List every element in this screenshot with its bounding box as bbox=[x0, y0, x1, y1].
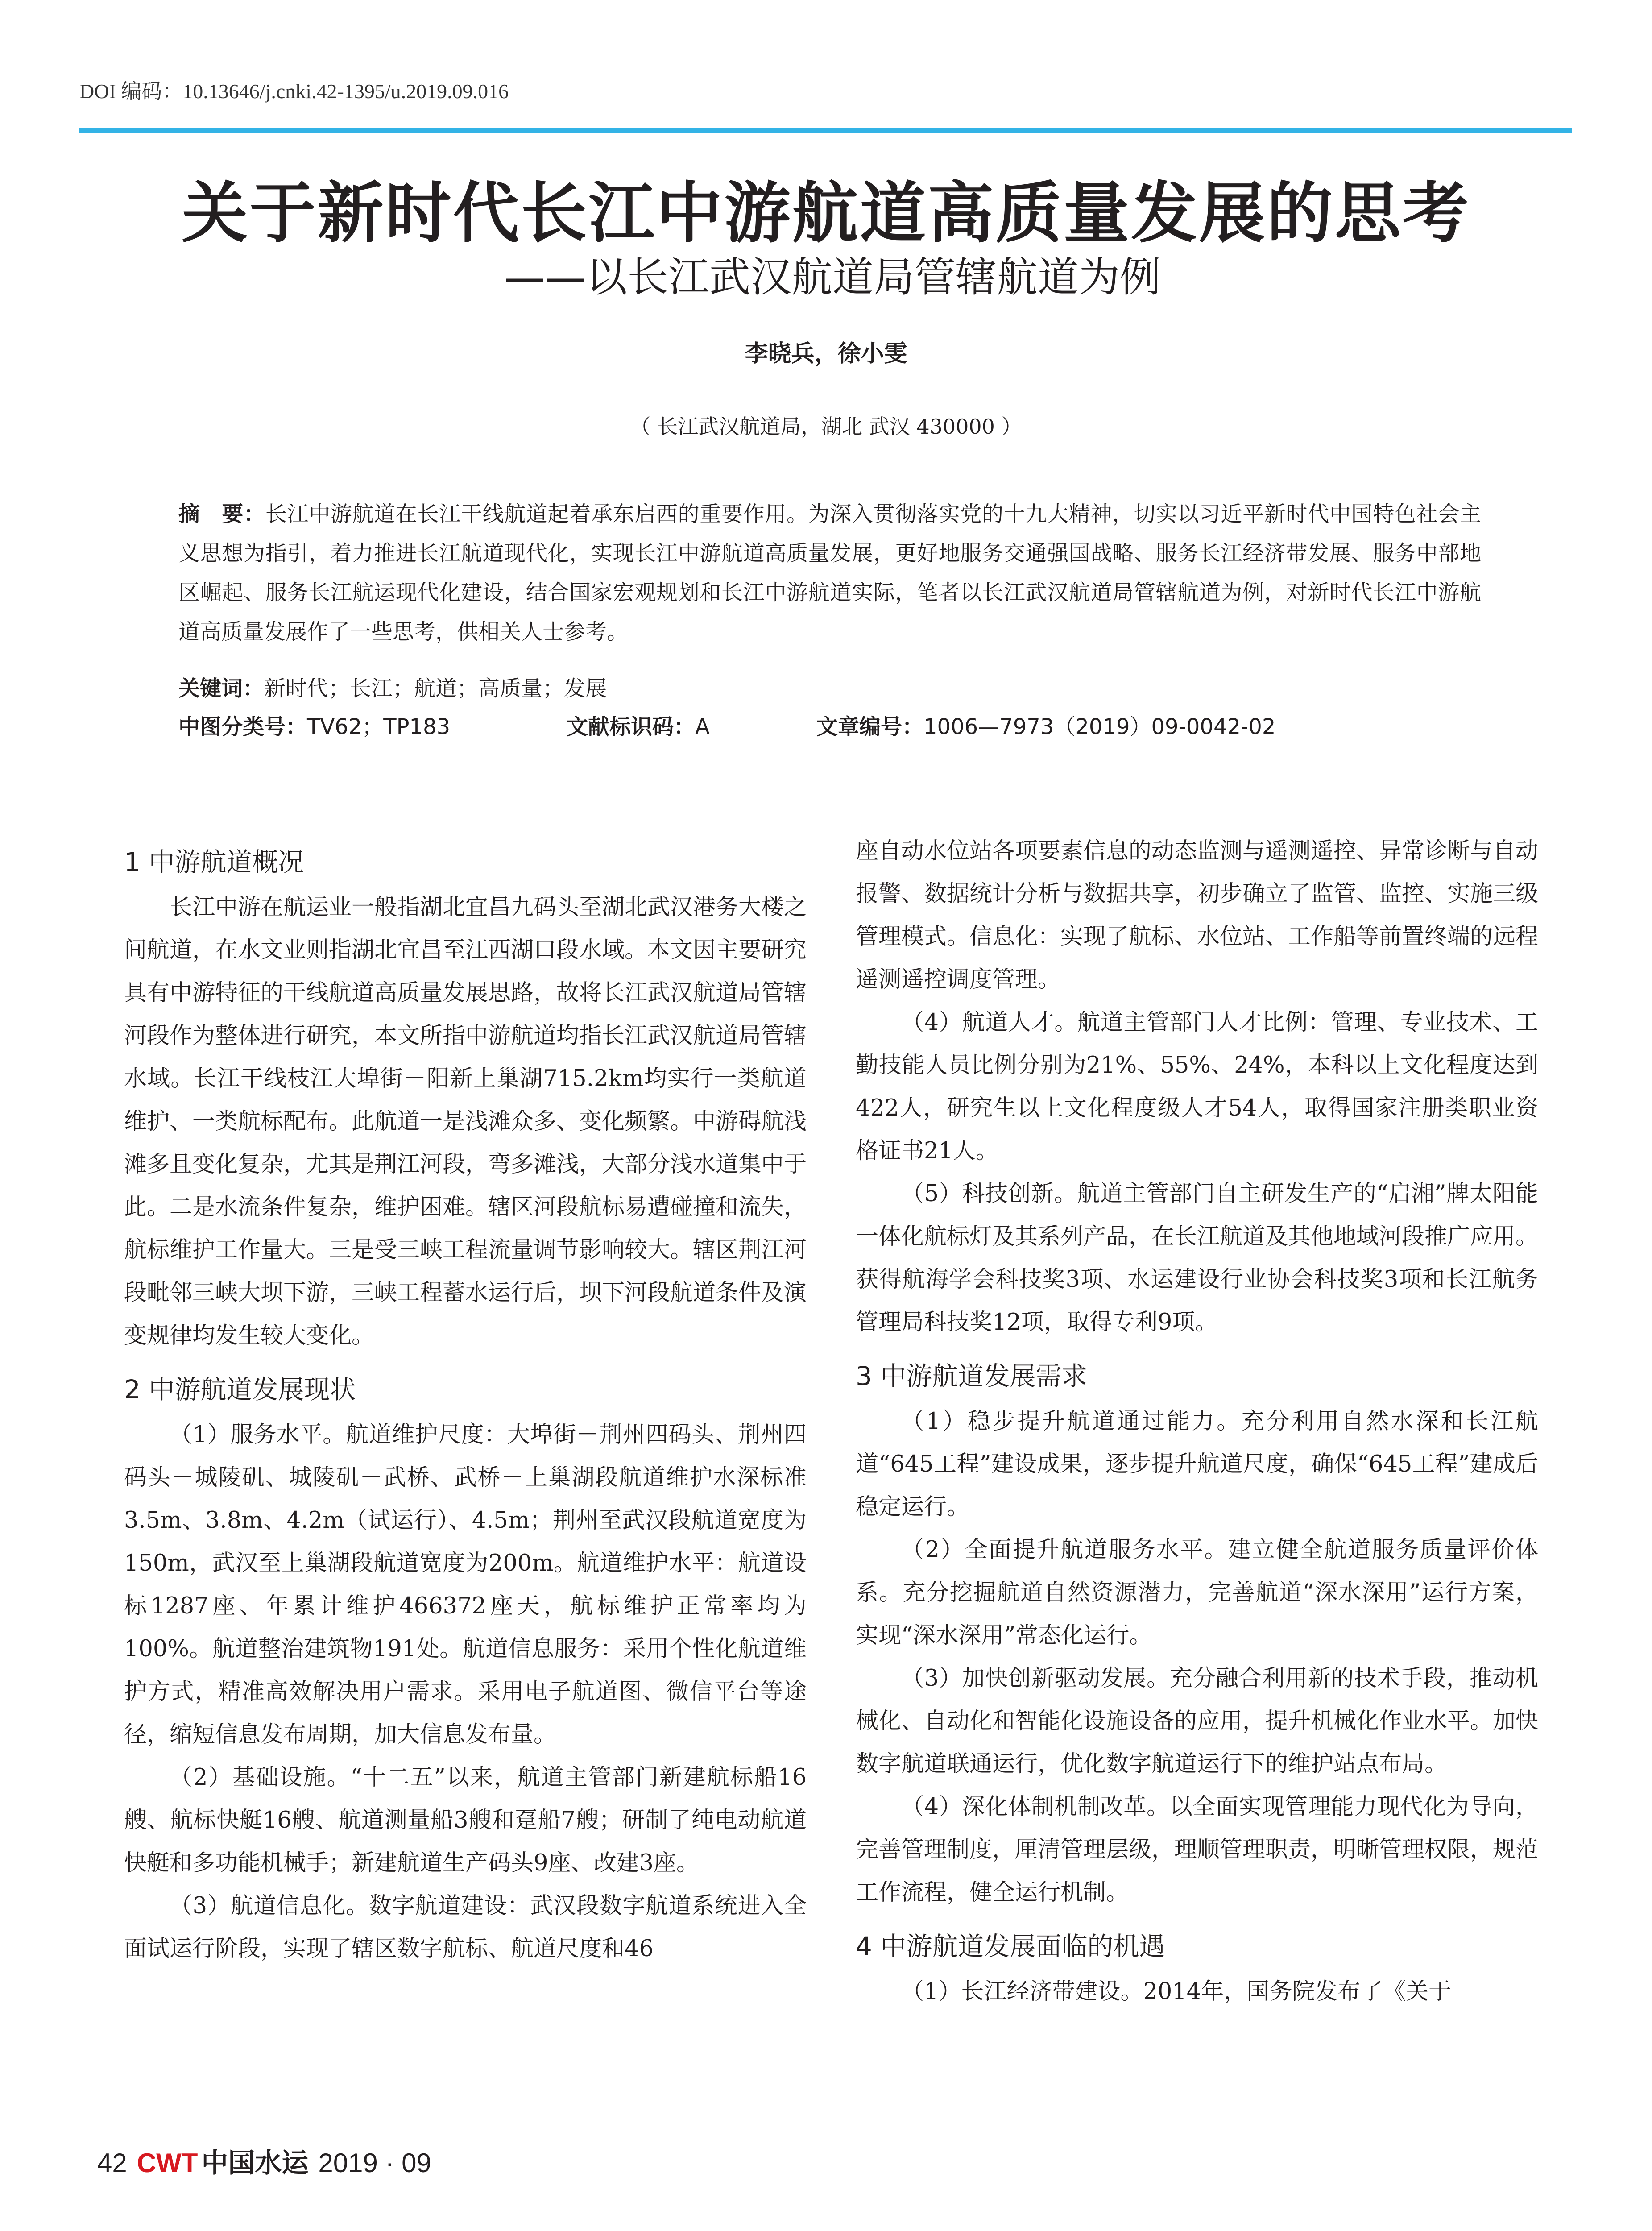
keywords bbox=[178, 671, 607, 702]
page-footer bbox=[97, 2142, 431, 2180]
left-column bbox=[124, 830, 807, 1970]
section-1-title: 1 中游航道概况 bbox=[124, 847, 304, 877]
keywords-label: 关键词： bbox=[178, 676, 265, 701]
article-title: 关于新时代长江中游航道高质量发展的思考 bbox=[182, 174, 1470, 252]
doc-code-value: A bbox=[695, 714, 710, 739]
doc-code bbox=[567, 709, 710, 740]
doi-line: DOI 编码：10.13646/j.cnki.42-1395/u.2019.09.016 bbox=[79, 80, 509, 103]
paragraph: （1）稳步提升航道通过能力。充分利用自然水深和长江航道“645工程”建设成果，逐步提升航道尺度，确保“645工程”建成后稳定运行。 bbox=[856, 1408, 1538, 1520]
right-column bbox=[856, 830, 1538, 2013]
clc bbox=[178, 709, 450, 740]
magazine-name: 中国水运 bbox=[201, 2148, 309, 2178]
paragraph: （1）服务水平。航道维护尺度：大埠街－荆州四码头、荆州四码头－城陵矶、城陵矶－武桥、武桥－上巢湖段航道维护水深标准3.5m、3.8m、4.2m（试运行）、4.5m；荆州至武汉段航道宽度为150m，武汉至上巢湖段航道宽度为200m。航道维护水平：航道设标1287座、年累计维护466372座天，航标维护正常率均为100%。航道整治建筑物191处。航道信息服务：采用个性化航道维护方式，精准高效解决用户需求。采用电子航道图、微信平台等途径，缩短信息发布周期，加大信息发布量。 bbox=[124, 1422, 807, 1748]
paragraph: （4）航道人才。航道主管部门人才比例：管理、专业技术、工勤技能人员比例分别为21%、55%、24%，本科以上文化程度达到422人，研究生以上文化程度级人才54人，取得国家注册类职业资格证书21人。 bbox=[856, 1009, 1538, 1164]
article-no-label: 文章编号： bbox=[816, 714, 924, 739]
paragraph: （2）全面提升航道服务水平。建立健全航道服务质量评价体系。充分挖掘航道自然资源潜力，完善航道“深水深用”运行方案，实现“深水深用”常态化运行。 bbox=[856, 1537, 1538, 1649]
section-4-title: 4 中游航道发展面临的机遇 bbox=[856, 1931, 1165, 1961]
section-3-title: 3 中游航道发展需求 bbox=[856, 1361, 1088, 1391]
issue-number: 2019 · 09 bbox=[318, 2148, 431, 2178]
paragraph: （5）科技创新。航道主管部门自主研发生产的“启湘”牌太阳能一体化航标灯及其系列产品，在长江航道及其他地域河段推广应用。获得航海学会科技奖3项、水运建设行业协会科技奖3项和长江航务管理局科技奖12项，取得专利9项。 bbox=[856, 1181, 1539, 1335]
brand-logo: CWT bbox=[137, 2148, 198, 2178]
paragraph: 座自动水位站各项要素信息的动态监测与遥测遥控、异常诊断与自动报警、数据统计分析与数据共享，初步确立了监管、监控、实施三级管理模式。信息化：实现了航标、水位站、工作船等前置终端的远程遥测遥控调度管理。 bbox=[856, 838, 1539, 993]
abstract bbox=[178, 494, 1481, 651]
article-subtitle: ——以长江武汉航道局管辖航道为例 bbox=[504, 253, 1161, 301]
paragraph: （2）基础设施。“十二五”以来，航道主管部门新建航标船16艘、航标快艇16艘、航道测量船3艘和趸船7艘；研制了纯电动航道快艇和多功能机械手；新建航道生产码头9座、改建3座。 bbox=[124, 1764, 807, 1876]
page-number: 42 bbox=[97, 2148, 127, 2178]
affiliation: （ 长江武汉航道局，湖北 武汉 430000 ） bbox=[630, 415, 1022, 439]
clc-value: TV62；TP183 bbox=[307, 714, 451, 739]
paragraph: 长江中游在航运业一般指湖北宜昌九码头至湖北武汉港务大楼之间航道，在水文业则指湖北宜昌至江西湖口段水域。本文因主要研究具有中游特征的干线航道高质量发展思路，故将长江武汉航道局管辖河段作为整体进行研究，本文所指中游航道均指长江武汉航道局管辖水域。长江干线枝江大埠街－阳新上巢湖715.2km均实行一类航道维护、一类航标配布。此航道一是浅滩众多、变化频繁。中游碍航浅滩多且变化复杂，尤其是荆江河段，弯多滩浅，大部分浅水道集中于此。二是水流条件复杂，维护困难。辖区河段航标易遭碰撞和流失，航标维护工作量大。三是受三峡工程流量调节影响较大。辖区荆江河段毗邻三峡大坝下游，三峡工程蓄水运行后，坝下河段航道条件及演变规律均发生较大变化。 bbox=[124, 894, 807, 1349]
abstract-label: 摘 要： bbox=[178, 502, 265, 527]
abstract-text: 长江中游航道在长江干线航道起着承东启西的重要作用。为深入贯彻落实党的十九大精神，切实以习近平新时代中国特色社会主义思想为指引，着力推进长江航道现代化，实现长江中游航道高质量发展，更好地服务交通强国战略、服务长江经济带发展、服务中部地区崛起、服务长江航运现代化建设，结合国家宏观规划和长江中游航道实际，笔者以长江武汉航道局管辖航道为例，对新时代长江中游航道高质量发展作了一些思考，供相关人士参考。 bbox=[178, 502, 1481, 644]
clc-label: 中图分类号： bbox=[178, 714, 307, 739]
paragraph: （3）航道信息化。数字航道建设：武汉段数字航道系统进入全面试运行阶段，实现了辖区数字航标、航道尺度和46 bbox=[124, 1893, 807, 1962]
paragraph: （3）加快创新驱动发展。充分融合利用新的技术手段，推动机械化、自动化和智能化设施设备的应用，提升机械化作业水平。加快数字航道联通运行，优化数字航道运行下的维护站点布局。 bbox=[856, 1665, 1539, 1777]
keywords-text: 新时代；长江；航道；高质量；发展 bbox=[264, 676, 607, 701]
authors: 李晓兵，徐小雯 bbox=[745, 340, 907, 367]
paragraph: （1）长江经济带建设。2014年，国务院发布了《关于 bbox=[901, 1978, 1452, 2005]
header-rule bbox=[79, 128, 1572, 133]
article-no-value: 1006—7973（2019）09-0042-02 bbox=[923, 714, 1276, 739]
article-no bbox=[816, 709, 1275, 740]
section-2-title: 2 中游航道发展现状 bbox=[124, 1374, 356, 1405]
paragraph: （4）深化体制机制改革。以全面实现管理能力现代化为导向，完善管理制度，厘清管理层级，理顺管理职责，明晰管理权限，规范工作流程，健全运行机制。 bbox=[856, 1794, 1539, 1906]
doc-code-label: 文献标识码： bbox=[567, 714, 696, 739]
